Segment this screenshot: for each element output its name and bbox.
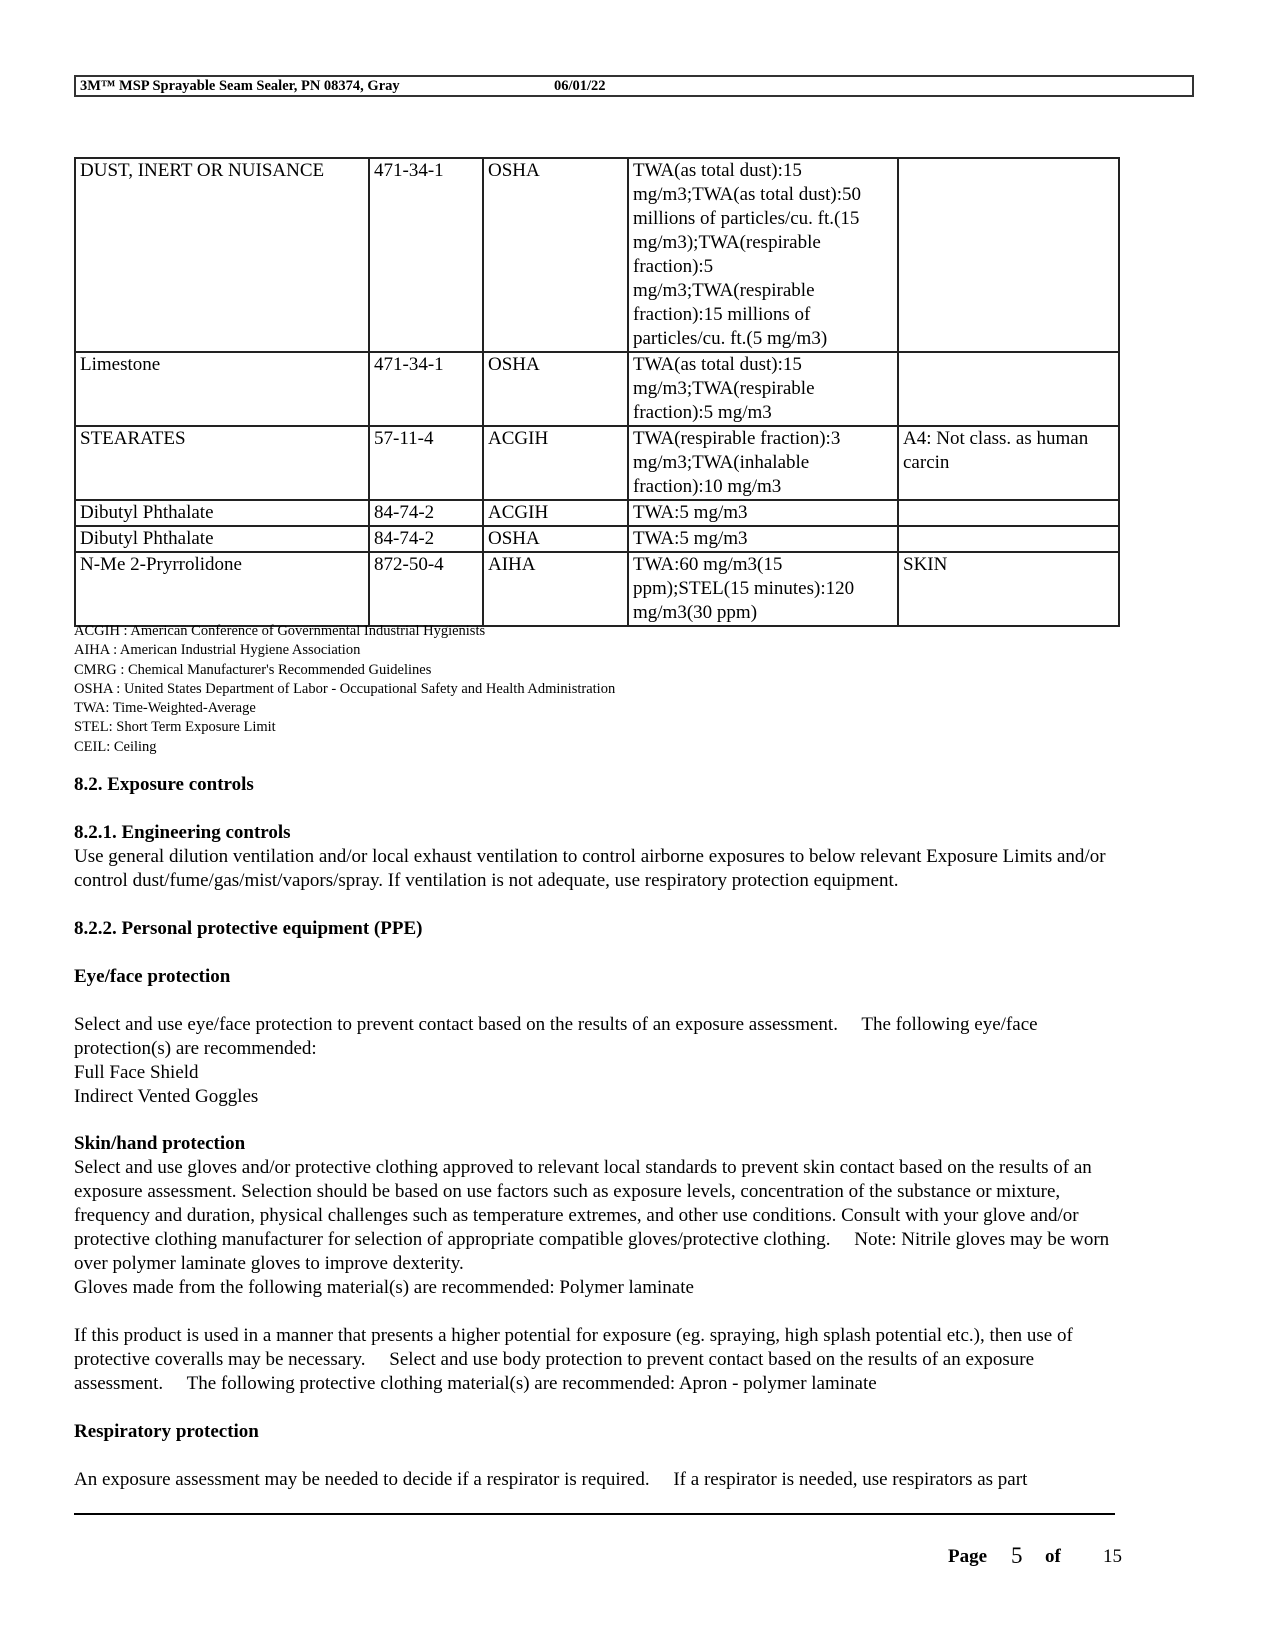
cas-cell: 84-74-2 — [369, 500, 483, 526]
table-row — [75, 158, 1119, 352]
table-row — [75, 552, 1119, 626]
product-title: 3M™ MSP Sprayable Seam Sealer, PN 08374, Gray — [80, 78, 400, 94]
agency-cell: OSHA — [483, 158, 628, 352]
section-heading-ppe: 8.2.2. Personal protective equipment (PPE) — [74, 918, 423, 939]
comments-cell — [898, 352, 1119, 426]
revision-date: 06/01/22 — [554, 78, 606, 94]
skin-text: Select and use gloves and/or protective clothing approved to relevant local standards to prevent skin contact based on the results of an exposure assessment. Selection should be based on use factors such as exposure levels, concentration of the substance or mixture, frequency and duration, physical challenges such as temperature extremes, and other use conditions. Consult with your glove and/or protective clothing manufacturer for selection of appropriate compatible gloves/protective clothing. Note: Nitrile gloves may be worn over polymer laminate gloves to improve dexterity. — [74, 1157, 1110, 1274]
skin-protection-section — [74, 1132, 1134, 1300]
section-heading-engineering: 8.2.1. Engineering controls — [74, 822, 291, 843]
ingredient-cell: DUST, INERT OR NUISANCE — [75, 158, 369, 352]
comments-cell: A4: Not class. as human carcin — [898, 426, 1119, 500]
comments-cell — [898, 500, 1119, 526]
comments-cell — [898, 158, 1119, 352]
table-row — [75, 352, 1119, 426]
legend-item: CMRG : Chemical Manufacturer's Recommended Guidelines — [74, 661, 432, 678]
page-total: 15 — [1103, 1546, 1122, 1567]
body-protection-text: If this product is used in a manner that presents a higher potential for exposure (eg. spraying, high splash potential etc.), then use of protective coveralls may be necessary. Select and use body protection to prevent contact based on the results of an exposure assessment. The following protective clothing material(s) are recommended: Apron - polymer laminate — [74, 1325, 1073, 1394]
table-row — [75, 500, 1119, 526]
limit-cell: TWA(as total dust):15 mg/m3;TWA(as total dust):50 millions of particles/cu. ft.(15 mg/m3);TWA(respirable fraction):5 mg/m3;TWA(respirable fraction):15 millions of particles/cu. ft.(5 mg/m3) — [628, 158, 898, 352]
abbreviation-legend — [74, 622, 615, 757]
section-heading-eye: Eye/face protection — [74, 966, 231, 987]
ingredient-cell: Dibutyl Phthalate — [75, 500, 369, 526]
cas-cell: 471-34-1 — [369, 352, 483, 426]
table-row — [75, 526, 1119, 552]
section-heading-skin: Skin/hand protection — [74, 1133, 246, 1154]
exposure-limits-table — [74, 157, 1120, 627]
agency-cell: OSHA — [483, 352, 628, 426]
section-heading-respiratory: Respiratory protection — [74, 1421, 259, 1442]
agency-cell: ACGIH — [483, 426, 628, 500]
agency-cell: AIHA — [483, 552, 628, 626]
legend-item: AIHA : American Industrial Hygiene Association — [74, 642, 361, 659]
comments-cell — [898, 526, 1119, 552]
limit-cell: TWA:5 mg/m3 — [628, 500, 898, 526]
agency-cell: OSHA — [483, 526, 628, 552]
ingredient-cell: Limestone — [75, 352, 369, 426]
limit-cell: TWA(respirable fraction):3 mg/m3;TWA(inhalable fraction):10 mg/m3 — [628, 426, 898, 500]
ingredient-cell: STEARATES — [75, 426, 369, 500]
page-number: 5 — [1011, 1543, 1023, 1568]
section-heading-exposure-controls: 8.2. Exposure controls — [74, 774, 254, 795]
limit-cell: TWA(as total dust):15 mg/m3;TWA(respirable fraction):5 mg/m3 — [628, 352, 898, 426]
legend-item: OSHA : United States Department of Labor - Occupational Safety and Health Administration — [74, 680, 616, 697]
eye-text: Select and use eye/face protection to prevent contact based on the results of an exposure assessment. The following eye/face protection(s) are recommended: — [74, 1014, 1038, 1059]
legend-item: ACGIH : American Conference of Governmental Industrial Hygienists — [74, 623, 486, 639]
of-label: of — [1045, 1546, 1061, 1567]
limit-cell: TWA:60 mg/m3(15 ppm);STEL(15 minutes):120 mg/m3(30 ppm) — [628, 552, 898, 626]
engineering-controls-section — [74, 821, 1134, 893]
cas-cell: 84-74-2 — [369, 526, 483, 552]
footer-divider — [74, 1513, 1115, 1515]
ingredient-cell: N-Me 2-Pryrrolidone — [75, 552, 369, 626]
eye-item: Indirect Vented Goggles — [74, 1086, 259, 1107]
cas-cell: 872-50-4 — [369, 552, 483, 626]
eye-protection-section — [74, 1013, 1134, 1109]
gloves-text: Gloves made from the following material(s) are recommended: Polymer laminate — [74, 1277, 694, 1298]
cas-cell: 57-11-4 — [369, 426, 483, 500]
document-header — [74, 75, 1194, 97]
eye-item: Full Face Shield — [74, 1062, 199, 1083]
legend-item: CEIL: Ceiling — [74, 738, 157, 755]
table-row — [75, 426, 1119, 500]
legend-item: TWA: Time-Weighted-Average — [74, 700, 256, 717]
comments-cell: SKIN — [898, 552, 1119, 626]
cas-cell: 471-34-1 — [369, 158, 483, 352]
limit-cell: TWA:5 mg/m3 — [628, 526, 898, 552]
engineering-text: Use general dilution ventilation and/or local exhaust ventilation to control airborne exposures to below relevant Exposure Limits and/or control dust/fume/gas/mist/vapors/spray. If ventilation is not adequate, use respiratory protection equipment. — [74, 846, 1106, 891]
respiratory-text: An exposure assessment may be needed to decide if a respirator is required. If a respirator is needed, use respirators as part — [74, 1469, 1028, 1490]
agency-cell: ACGIH — [483, 500, 628, 526]
page-label: Page — [948, 1546, 988, 1567]
ingredient-cell: Dibutyl Phthalate — [75, 526, 369, 552]
legend-item: STEL: Short Term Exposure Limit — [74, 719, 276, 736]
